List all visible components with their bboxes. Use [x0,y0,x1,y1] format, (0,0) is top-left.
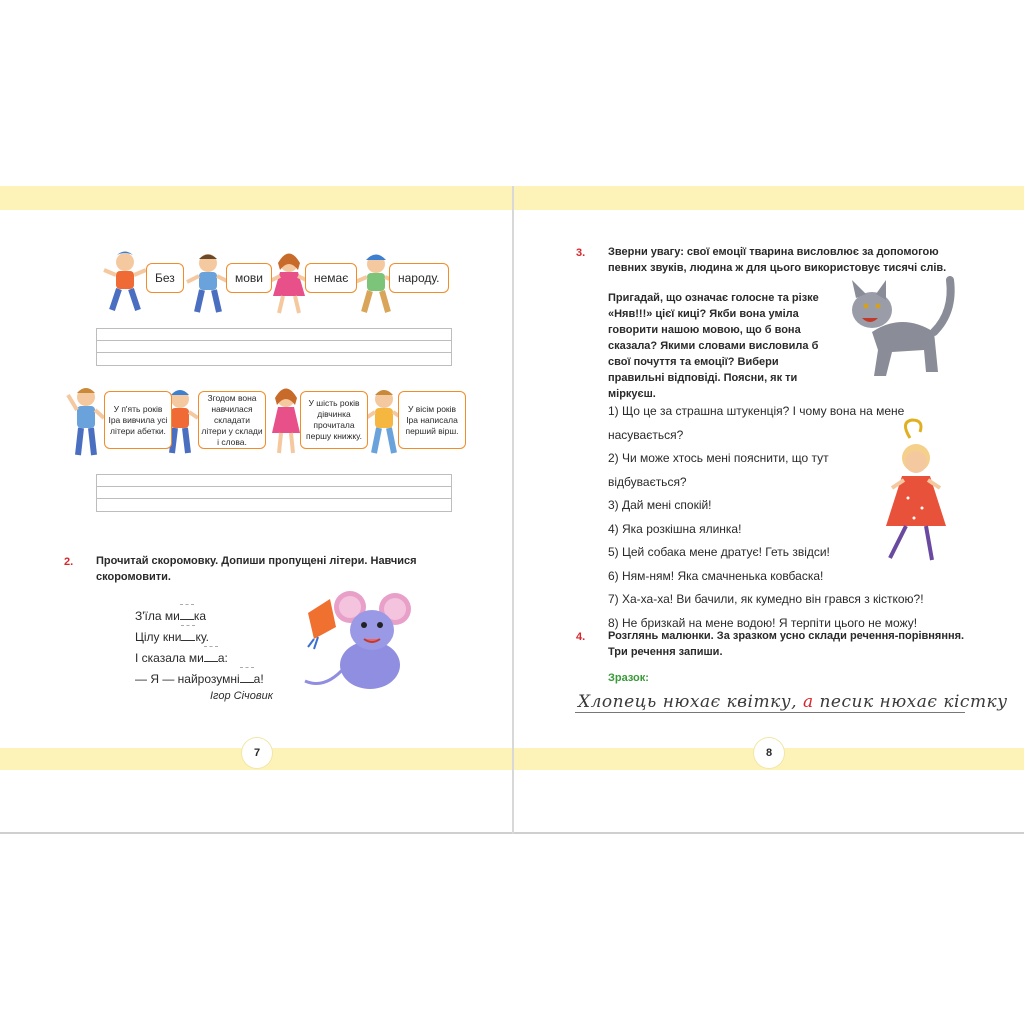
sample-conjunction: а [802,692,814,712]
option-item[interactable]: 7) Ха-ха-ха! Ви бачили, як кумедно він грався з кісткою?! [608,592,924,606]
boy-figure-illustration [100,248,150,313]
top-band [514,186,1024,210]
poem-line: — Я — найрозумні а! [135,672,264,686]
task-instruction: Прочитай скоромовку. Допиши пропущені літери. Навчися скоромовити. [96,555,417,583]
task-number: 2. [64,556,74,568]
word-box: немає [305,263,357,293]
word-box: мови [226,263,272,293]
sample-text: Хлопець нюхає квітку, [578,692,798,712]
sample-text: песик нюхає кістку [819,692,1008,712]
page-number: 8 [754,738,784,768]
fill-blank[interactable] [204,649,218,662]
story-card: У п'ять років Іра вивчила усі літери абетки. [104,391,172,449]
angry-cat-illustration [842,272,967,390]
writing-lines[interactable] [96,328,452,366]
fill-blank[interactable] [180,607,194,620]
task-instruction: Розглянь малюнки. За зразком усно склади речення-порівняння. Три речення запиши. [608,630,965,658]
poem-line: З'їла ми ка [135,609,207,623]
word-box: народу. [389,263,449,293]
boy-figure-illustration [66,383,106,458]
option-item[interactable]: 4) Яка розкішна ялинка! [608,521,742,536]
word-box: Без [146,263,184,293]
option-item[interactable]: 2) Чи може хтось мені пояснити, що тут відбувається? [608,451,829,489]
poem-author: Ігор Січовик [210,690,273,702]
option-item[interactable]: 3) Дай мені спокій! [608,498,712,512]
option-item[interactable]: 8) Не бризкай на мене водою! Я терпіти цього не можу! [608,615,918,630]
task-number: 4. [576,631,586,643]
sample-label: Зразок: [608,672,649,684]
poem-line: І сказала ми а: [135,651,228,665]
top-band [0,186,512,210]
handwritten-sample [578,692,1008,712]
girl-figure-illustration [268,385,304,455]
fill-blank[interactable] [181,628,195,641]
task-number: 3. [576,247,586,259]
girl-with-dress-illustration [870,418,960,568]
mouse-with-book-illustration [300,585,420,695]
page-edge [514,832,1024,834]
option-item[interactable]: 6) Ням-ням! Яка смачненька ковбаска! [608,568,824,583]
task-intro: Зверни увагу: свої емоції тварина висловлює за допомогою певних звуків, людина ж для цього використовує тисячі слів. [608,246,947,274]
story-card: Згодом вона навчилася складати літери у склади і слова. [198,391,266,449]
story-card: У вісім років Іра написала перший вірш. [398,391,466,449]
story-card: У шість років дівчинка прочитала першу книжку. [300,391,368,449]
writing-lines[interactable] [96,474,452,512]
writing-baseline [575,712,965,713]
page-number: 7 [242,738,272,768]
fill-blank[interactable] [240,670,254,683]
page-edge [0,832,512,834]
poem-line: Цілу кни ку. [135,630,209,644]
option-item[interactable]: 1) Що це за страшна штукенція? І чому вона на мене насувається? [608,404,905,442]
task-question: Пригадай, що означає голосне та різке «Няв!!!» цієї киці? Якби вона уміла говорити нашою мовою, що б вона сказала? Якими словами висловила б свої почуття та емоції? Вибери правильні відповіді. Поясни, як ти міркуєш. [608,292,819,400]
option-item[interactable]: 5) Цей собака мене дратує! Геть звідси! [608,545,830,559]
tongue-twister-poem [135,606,264,690]
